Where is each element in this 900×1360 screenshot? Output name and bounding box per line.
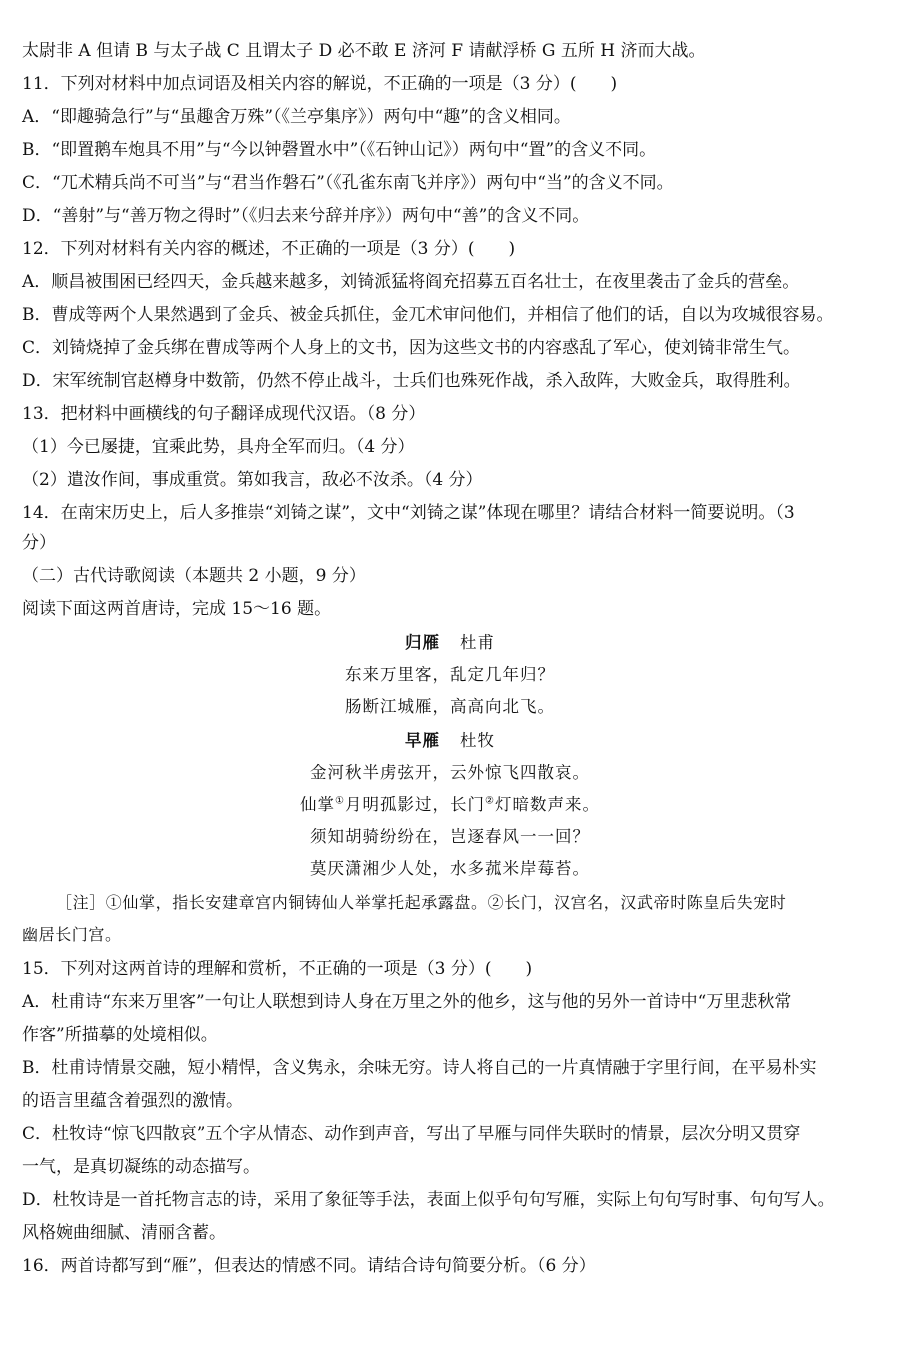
question-11-option-c: C．“兀术精兵尚不可当”与“君当作磐石”（《孔雀东南飞并序》）两句中“当”的含义不同。 — [22, 173, 674, 193]
poem-1-title: 归雁 — [405, 633, 440, 652]
poem-1-heading — [0, 632, 900, 654]
passage-sentence-line: 太尉非 A 但请 B 与太子战 C 且谓太子 D 必不敢 E 济河 F 请献浮桥 G 五所 H 济而大战。 — [22, 41, 706, 61]
question-12-option-d: D．宋军统制官赵樽身中数箭，仍然不停止战斗，士兵们也殊死作战，杀入敌阵，大败金兵，取得胜利。 — [22, 371, 801, 391]
footnote-marker-2: ② — [485, 795, 495, 807]
question-14-stem-cont: 分） — [22, 533, 56, 553]
question-13-part-2: （2）遣汝作间，事成重赏。第如我言，敌必不汝杀。（4 分） — [22, 470, 483, 490]
question-11-option-a: A．“即趣骑急行”与“虽趣舍万殊”（《兰亭集序》）两句中“趣”的含义相同。 — [22, 107, 571, 127]
question-15-stem: 15．下列对这两首诗的理解和赏析，不正确的一项是（3 分）( ) — [22, 959, 533, 979]
poem-notes-line-1: ［注］①仙掌，指长安建章宫内铜铸仙人举掌托起承露盘。②长门，汉宫名，汉武帝时陈皇后失宠时 — [56, 893, 787, 912]
question-15-option-a-cont: 作客”所描摹的处境相似。 — [22, 1025, 218, 1045]
poem-2-line-3: 须知胡骑纷纷在，岂逐春风一一回？ — [310, 827, 590, 846]
question-16-stem: 16．两首诗都写到“雁”，但表达的情感不同。请结合诗句简要分析。（6 分） — [22, 1256, 596, 1276]
question-14-stem: 14．在南宋历史上，后人多推崇“刘锜之谋”，文中“刘锜之谋”体现在哪里？请结合材料一简要说明。（3 — [22, 503, 795, 523]
poem-2-line-4: 莫厌潇湘少人处，水多菰米岸莓苔。 — [310, 859, 590, 878]
question-11-option-d: D．“善射”与“善万物之得时”（《归去来兮辞并序》）两句中“善”的含义不同。 — [22, 206, 590, 226]
section-heading-poetry: （二）古代诗歌阅读（本题共 2 小题，9 分） — [22, 566, 366, 586]
footnote-marker-1: ① — [335, 795, 345, 807]
poem-notes-line-2: 幽居长门宫。 — [22, 925, 122, 944]
poem-2-line-2-part-a: 仙掌 — [300, 795, 336, 814]
question-15-option-d: D．杜牧诗是一首托物言志的诗，采用了象征等手法，表面上似乎句句写雁，实际上句句写时事、句句写人。 — [22, 1190, 835, 1210]
question-15-option-b: B．杜甫诗情景交融，短小精悍，含义隽永，余味无穷。诗人将自己的一片真情融于字里行间，在平易朴实 — [22, 1058, 817, 1078]
poem-2-line-2 — [0, 794, 900, 816]
question-15-option-b-cont: 的语言里蕴含着强烈的激情。 — [22, 1091, 243, 1111]
poem-2-title: 早雁 — [405, 731, 440, 750]
question-15-option-c-cont: 一气，是真切凝练的动态描写。 — [22, 1157, 260, 1177]
question-13-stem: 13．把材料中画横线的句子翻译成现代汉语。（8 分） — [22, 404, 426, 424]
question-15-option-c: C．杜牧诗“惊飞四散哀”五个字从情态、动作到声音，写出了早雁与同伴失联时的情景，层次分明又贯穿 — [22, 1124, 801, 1144]
poem-1-author: 杜甫 — [460, 633, 495, 652]
poem-2-line-2-part-b: 月明孤影过，长门 — [345, 795, 485, 814]
question-12-option-b: B．曹成等两个人果然遇到了金兵、被金兵抓住，金兀术审问他们，并相信了他们的话，自以为攻城很容易。 — [22, 305, 834, 325]
poetry-instructions: 阅读下面这两首唐诗，完成 15～16 题。 — [22, 599, 332, 619]
question-12-stem: 12．下列对材料有关内容的概述，不正确的一项是（3 分）( ) — [22, 239, 516, 259]
question-12-option-a: A．顺昌被围困已经四天，金兵越来越多，刘锜派猛将阎充招募五百名壮士，在夜里袭击了金兵的营垒。 — [22, 272, 800, 292]
question-13-part-1: （1）今已屡捷，宜乘此势，具舟全军而归。（4 分） — [22, 437, 415, 457]
poem-1-line-2: 肠断江城雁，高高向北飞。 — [345, 697, 555, 716]
poem-1-line-1: 东来万里客，乱定几年归？ — [345, 665, 555, 684]
question-15-option-d-cont: 风格婉曲细腻、清丽含蓄。 — [22, 1223, 226, 1243]
question-12-option-c: C．刘锜烧掉了金兵绑在曹成等两个人身上的文书，因为这些文书的内容惑乱了军心，使刘锜非常生气。 — [22, 338, 801, 358]
question-11-stem: 11．下列对材料中加点词语及相关内容的解说，不正确的一项是（3 分）( ) — [22, 74, 618, 94]
poem-2-author: 杜牧 — [460, 731, 495, 750]
question-15-option-a: A．杜甫诗“东来万里客”一句让人联想到诗人身在万里之外的他乡，这与他的另外一首诗中“万里悲秋常 — [22, 992, 792, 1012]
poem-2-line-1: 金河秋半虏弦开，云外惊飞四散哀。 — [310, 763, 590, 782]
question-11-option-b: B．“即置鹅车炮具不用”与“今以钟磬置水中”（《石钟山记》）两句中“置”的含义不同。 — [22, 140, 657, 160]
poem-2-line-2-part-c: 灯暗数声来。 — [494, 795, 600, 814]
poem-2-heading — [0, 730, 900, 752]
